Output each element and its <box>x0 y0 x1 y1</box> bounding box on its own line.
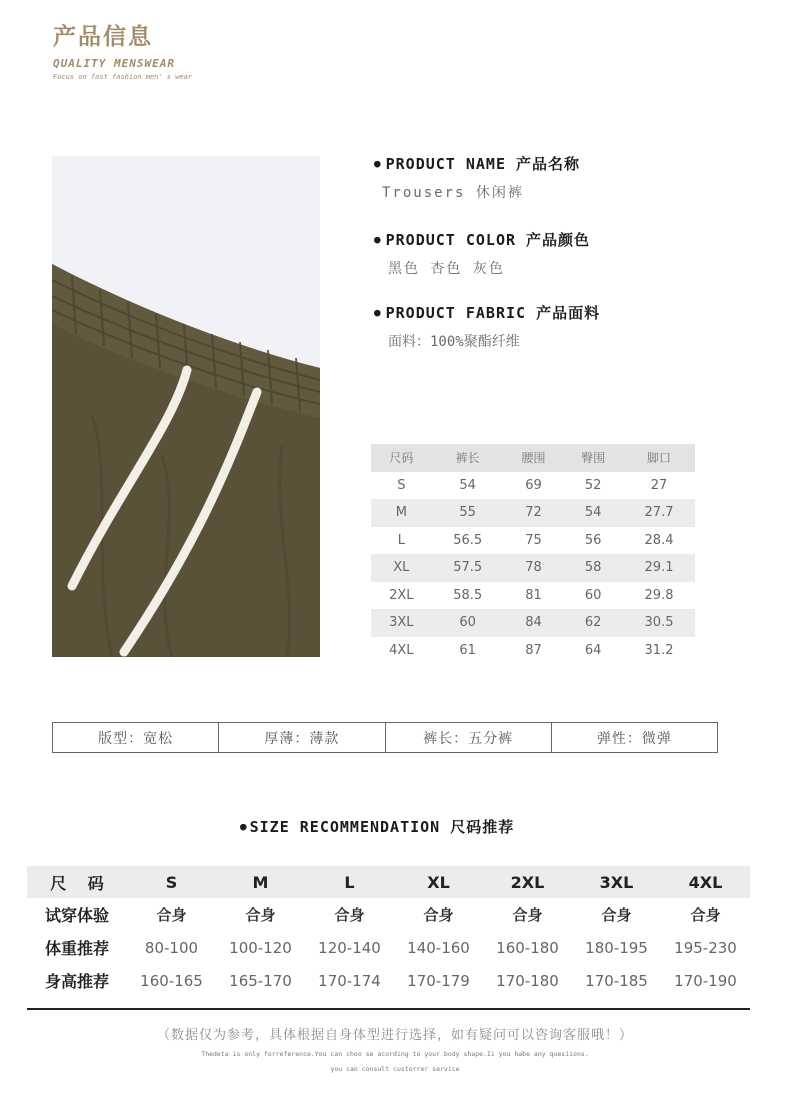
disclaimer-en: Thedeta is only forreference.You can choo se acording to your body shape.Ii you habe any quesiions. <box>201 1050 589 1058</box>
table-row <box>371 499 695 527</box>
cell: 69 <box>525 477 542 493</box>
info-value: 黑色 杏色 灰色 <box>388 261 505 277</box>
disclaimer-cn: （数据仅为参考，具体根据自身体型进行选择，如有疑问可以咨询客服哦！） <box>156 1028 633 1043</box>
cell: M <box>371 499 432 527</box>
recommendation-title-text: SIZE RECOMMENDATION 尺码推荐 <box>249 818 515 836</box>
cell: 4XL <box>389 642 414 658</box>
size-chart-header <box>371 444 695 472</box>
info-value: Trousers 休闲裤 <box>382 185 524 201</box>
header-cell: 尺 码 <box>27 866 127 898</box>
header-cell: 尺码 <box>371 444 432 472</box>
cell: 56.5 <box>453 532 483 548</box>
table-row <box>371 609 695 637</box>
cell: 170-185 <box>585 971 648 990</box>
cell: 57.5 <box>432 554 504 582</box>
cell: 55 <box>432 499 504 527</box>
cell: 合身 <box>690 906 721 924</box>
cell: 52 <box>584 477 602 493</box>
section-subtitle: Focus on fast fashion men' s wear <box>53 73 193 81</box>
cell: 合身 <box>601 906 632 924</box>
cell: 30.5 <box>623 609 695 637</box>
header-cell: 裤长 <box>432 444 504 472</box>
row-label: 体重推荐 <box>44 939 109 958</box>
cell: 195-230 <box>674 938 737 957</box>
bullet-icon: ● <box>374 157 382 170</box>
size-chart-table <box>371 444 695 664</box>
cell: 60 <box>584 587 602 603</box>
cell: 72 <box>504 499 564 527</box>
header-cell: M <box>216 866 305 898</box>
info-product-color <box>374 229 590 278</box>
info-label: PRODUCT NAME 产品名称 <box>385 155 581 173</box>
row-label: 身高推荐 <box>44 972 109 991</box>
section-title: 产品信息 <box>53 24 153 50</box>
section-title-en: QUALITY MENSWEAR <box>53 57 175 70</box>
attribute-elasticity: 弹性：微弹 <box>596 730 672 747</box>
header-cell: XL <box>394 866 483 898</box>
attribute-fit: 版型：宽松 <box>53 723 219 752</box>
cell: 80-100 <box>144 938 199 957</box>
cell: 84 <box>504 609 564 637</box>
divider <box>27 1008 750 1010</box>
table-row <box>27 898 750 931</box>
header-cell: 4XL <box>661 866 750 898</box>
cell: 160-165 <box>140 971 203 990</box>
product-attributes <box>52 722 718 753</box>
cell: 170-179 <box>407 971 470 990</box>
cell: 29.8 <box>644 587 674 603</box>
bullet-icon: ● <box>240 820 248 833</box>
header-cell: 脚口 <box>623 444 695 472</box>
cell: 87 <box>525 642 542 658</box>
bullet-icon: ● <box>374 306 382 319</box>
cell: 27.7 <box>623 499 695 527</box>
info-product-fabric <box>374 302 600 351</box>
cell: 120-140 <box>318 938 381 957</box>
cell: 2XL <box>389 587 414 603</box>
cell: 3XL <box>371 609 432 637</box>
attribute-length: 裤长：五分裤 <box>386 723 552 752</box>
info-value: 面料：100%聚酯纤维 <box>388 334 520 350</box>
disclaimer-en-2: you can consult custorrer service <box>330 1065 460 1073</box>
cell: 58.5 <box>453 587 483 603</box>
cell: 170-190 <box>674 971 737 990</box>
cell: 140-160 <box>407 938 470 957</box>
cell: 165-170 <box>229 971 292 990</box>
cell: 合身 <box>334 906 365 924</box>
header-cell: 2XL <box>483 866 572 898</box>
cell: 160-180 <box>496 938 559 957</box>
product-photo <box>52 156 320 657</box>
cell: 64 <box>584 642 602 658</box>
table-row <box>371 527 695 555</box>
cell: 81 <box>525 587 542 603</box>
cell: 29.1 <box>623 554 695 582</box>
cell: 56 <box>584 532 602 548</box>
table-row <box>371 582 695 610</box>
row-label: 试穿体验 <box>44 906 109 925</box>
cell: 合身 <box>512 906 543 924</box>
cell: 合身 <box>156 906 187 924</box>
header-cell: 3XL <box>572 866 661 898</box>
attribute-thickness: 厚薄：薄款 <box>219 723 385 752</box>
cell: 180-195 <box>585 938 648 957</box>
cell: 100-120 <box>229 938 292 957</box>
cell: S <box>397 477 406 493</box>
cell: XL <box>371 554 432 582</box>
bullet-icon: ● <box>374 233 382 246</box>
cell: 58 <box>563 554 623 582</box>
trousers-waistband-photo-icon <box>52 156 320 657</box>
cell: 61 <box>459 642 476 658</box>
cell: 合身 <box>245 906 276 924</box>
cell: 78 <box>504 554 564 582</box>
cell: 54 <box>563 499 623 527</box>
recommendation-title <box>240 816 514 837</box>
table-row <box>371 637 695 665</box>
table-row <box>27 964 750 997</box>
header-cell: 臀围 <box>563 444 623 472</box>
header-cell: L <box>305 866 394 898</box>
info-label: PRODUCT FABRIC 产品面料 <box>385 304 601 322</box>
table-row <box>371 554 695 582</box>
info-label: PRODUCT COLOR 产品颜色 <box>385 231 591 249</box>
cell: 62 <box>563 609 623 637</box>
cell: 27 <box>650 477 668 493</box>
cell: L <box>397 532 405 548</box>
size-recommendation-table <box>27 866 750 997</box>
table-row <box>371 472 695 500</box>
header-cell: S <box>127 866 216 898</box>
cell: 60 <box>432 609 504 637</box>
recommendation-header <box>27 866 750 898</box>
table-row <box>27 931 750 964</box>
cell: 31.2 <box>644 642 674 658</box>
header-cell: 腰围 <box>504 444 564 472</box>
cell: 54 <box>459 477 476 493</box>
info-product-name <box>374 153 580 202</box>
cell: 75 <box>525 532 542 548</box>
cell: 合身 <box>423 906 454 924</box>
cell: 170-174 <box>318 971 381 990</box>
cell: 28.4 <box>644 532 674 548</box>
cell: 170-180 <box>496 971 559 990</box>
